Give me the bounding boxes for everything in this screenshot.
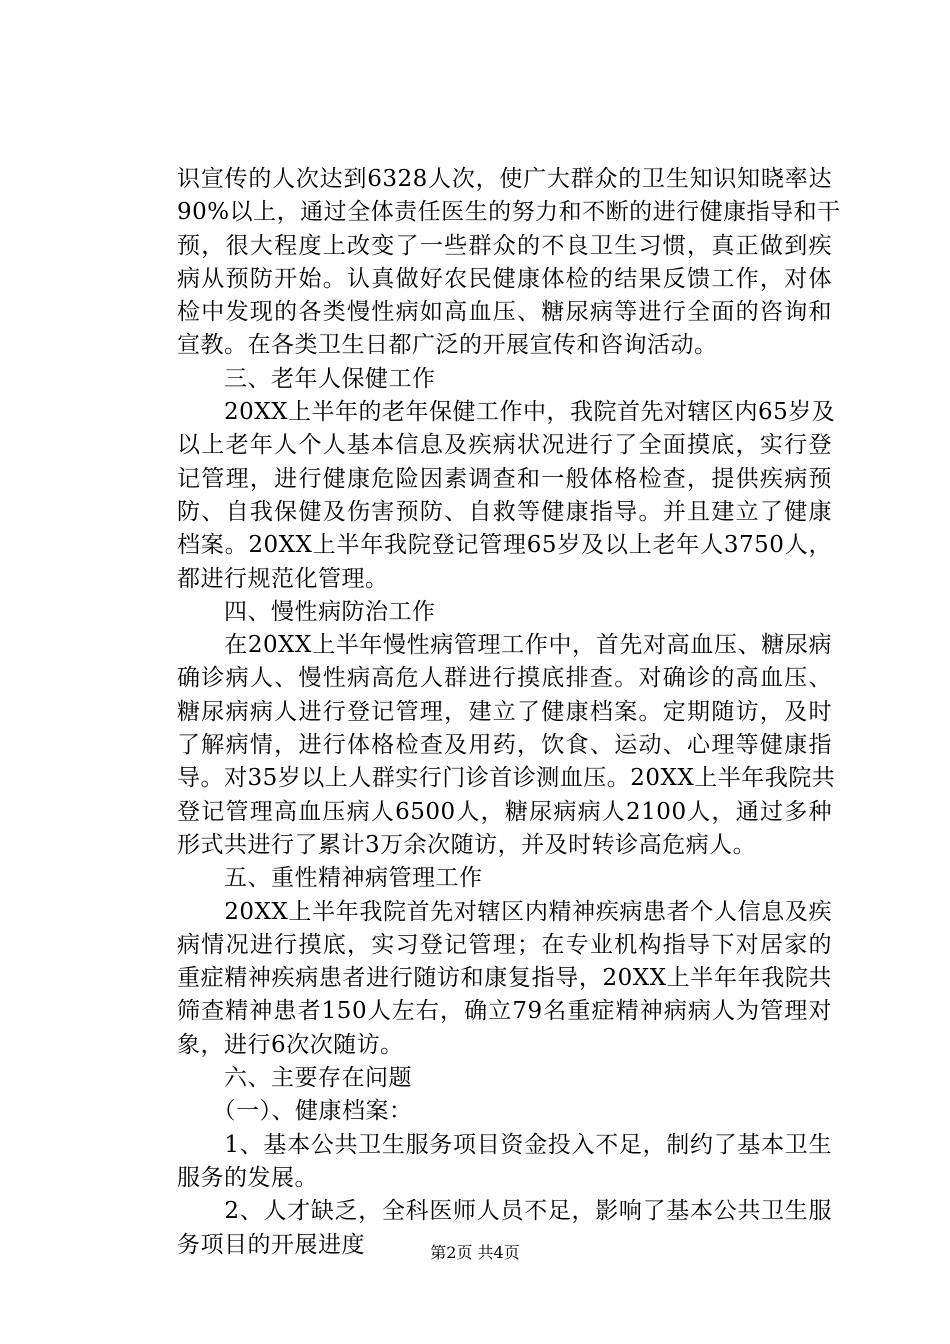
text-line: 确诊病人、慢性病高危人群进行摸底排查。对确诊的高血压、 — [177, 665, 832, 692]
text-line: 在20XX上半年慢性病管理工作中，首先对高血压、糖尿病 — [177, 632, 832, 659]
text-line: 防、自我保健及伤害预防、自救等健康指导。并且建立了健康 — [177, 498, 832, 525]
text-line: 20XX上半年我院首先对辖区内精神疾病患者个人信息及疾 — [177, 898, 832, 925]
text-line: 2、人才缺乏，全科医师人员不足，影响了基本公共卫生服 — [177, 1198, 832, 1225]
text-line: 五、重性精神病管理工作 — [177, 865, 483, 892]
text-line: 筛查精神患者150人左右，确立79名重症精神病病人为管理对 — [177, 998, 832, 1025]
text-line: 象，进行6次次随访。 — [177, 1031, 404, 1058]
text-line: 服务的发展。 — [177, 1164, 318, 1191]
body-text — [177, 163, 841, 1262]
text-line: 了解病情，进行体格检查及用药，饮食、运动、心理等健康指 — [177, 732, 832, 759]
text-line: 登记管理高血压病人6500人，糖尿病病人2100人，通过多种 — [177, 798, 832, 825]
text-line: 都进行规范化管理。 — [177, 565, 389, 592]
text-line: 四、慢性病防治工作 — [177, 598, 436, 625]
text-line: 预，很大程度上改变了一些群众的不良卫生习惯，真正做到疾 — [177, 232, 832, 259]
text-line: 20XX上半年的老年保健工作中，我院首先对辖区内65岁及 — [177, 399, 836, 426]
text-line: 务项目的开展进度 — [177, 1231, 365, 1258]
text-line: 病情况进行摸底，实习登记管理；在专业机构指导下对居家的 — [177, 931, 832, 958]
text-line: 糖尿病病人进行登记管理，建立了健康档案。定期随访，及时 — [177, 698, 832, 725]
text-line: 检中发现的各类慢性病如高血压、糖尿病等进行全面的咨询和 — [177, 299, 832, 326]
text-line: 宣教。在各类卫生日都广泛的开展宣传和咨询活动。 — [177, 332, 718, 359]
text-line: 病从预防开始。认真做好农民健康体检的结果反馈工作，对体 — [177, 265, 832, 292]
text-line: （一）、健康档案： — [177, 1098, 413, 1125]
text-line: 90%以上，通过全体责任医生的努力和不断的进行健康指导和干 — [177, 199, 841, 226]
text-line: 三、老年人保健工作 — [177, 365, 436, 392]
text-line: 以上老年人个人基本信息及疾病状况进行了全面摸底，实行登 — [177, 432, 832, 459]
text-line: 导。对35岁以上人群实行门诊首诊测血压。20XX上半年我院共 — [177, 765, 836, 792]
text-line: 重症精神疾病患者进行随访和康复指导，20XX上半年年我院共 — [177, 965, 832, 992]
page-footer: 第2页 共4页 — [430, 1243, 520, 1262]
text-line: 档案。20XX上半年我院登记管理65岁及以上老年人3750人， — [177, 532, 832, 559]
text-line: 识宣传的人次达到6328人次，使广大群众的卫生知识知晓率达 — [177, 166, 832, 192]
text-line: 记管理，进行健康危险因素调查和一般体格检查，提供疾病预 — [177, 465, 832, 492]
text-line: 形式共进行了累计3万余次随访，并及时转诊高危病人。 — [177, 831, 757, 858]
text-line: 六、主要存在问题 — [177, 1065, 412, 1092]
text-line: 1、基本公共卫生服务项目资金投入不足，制约了基本卫生 — [177, 1131, 832, 1158]
